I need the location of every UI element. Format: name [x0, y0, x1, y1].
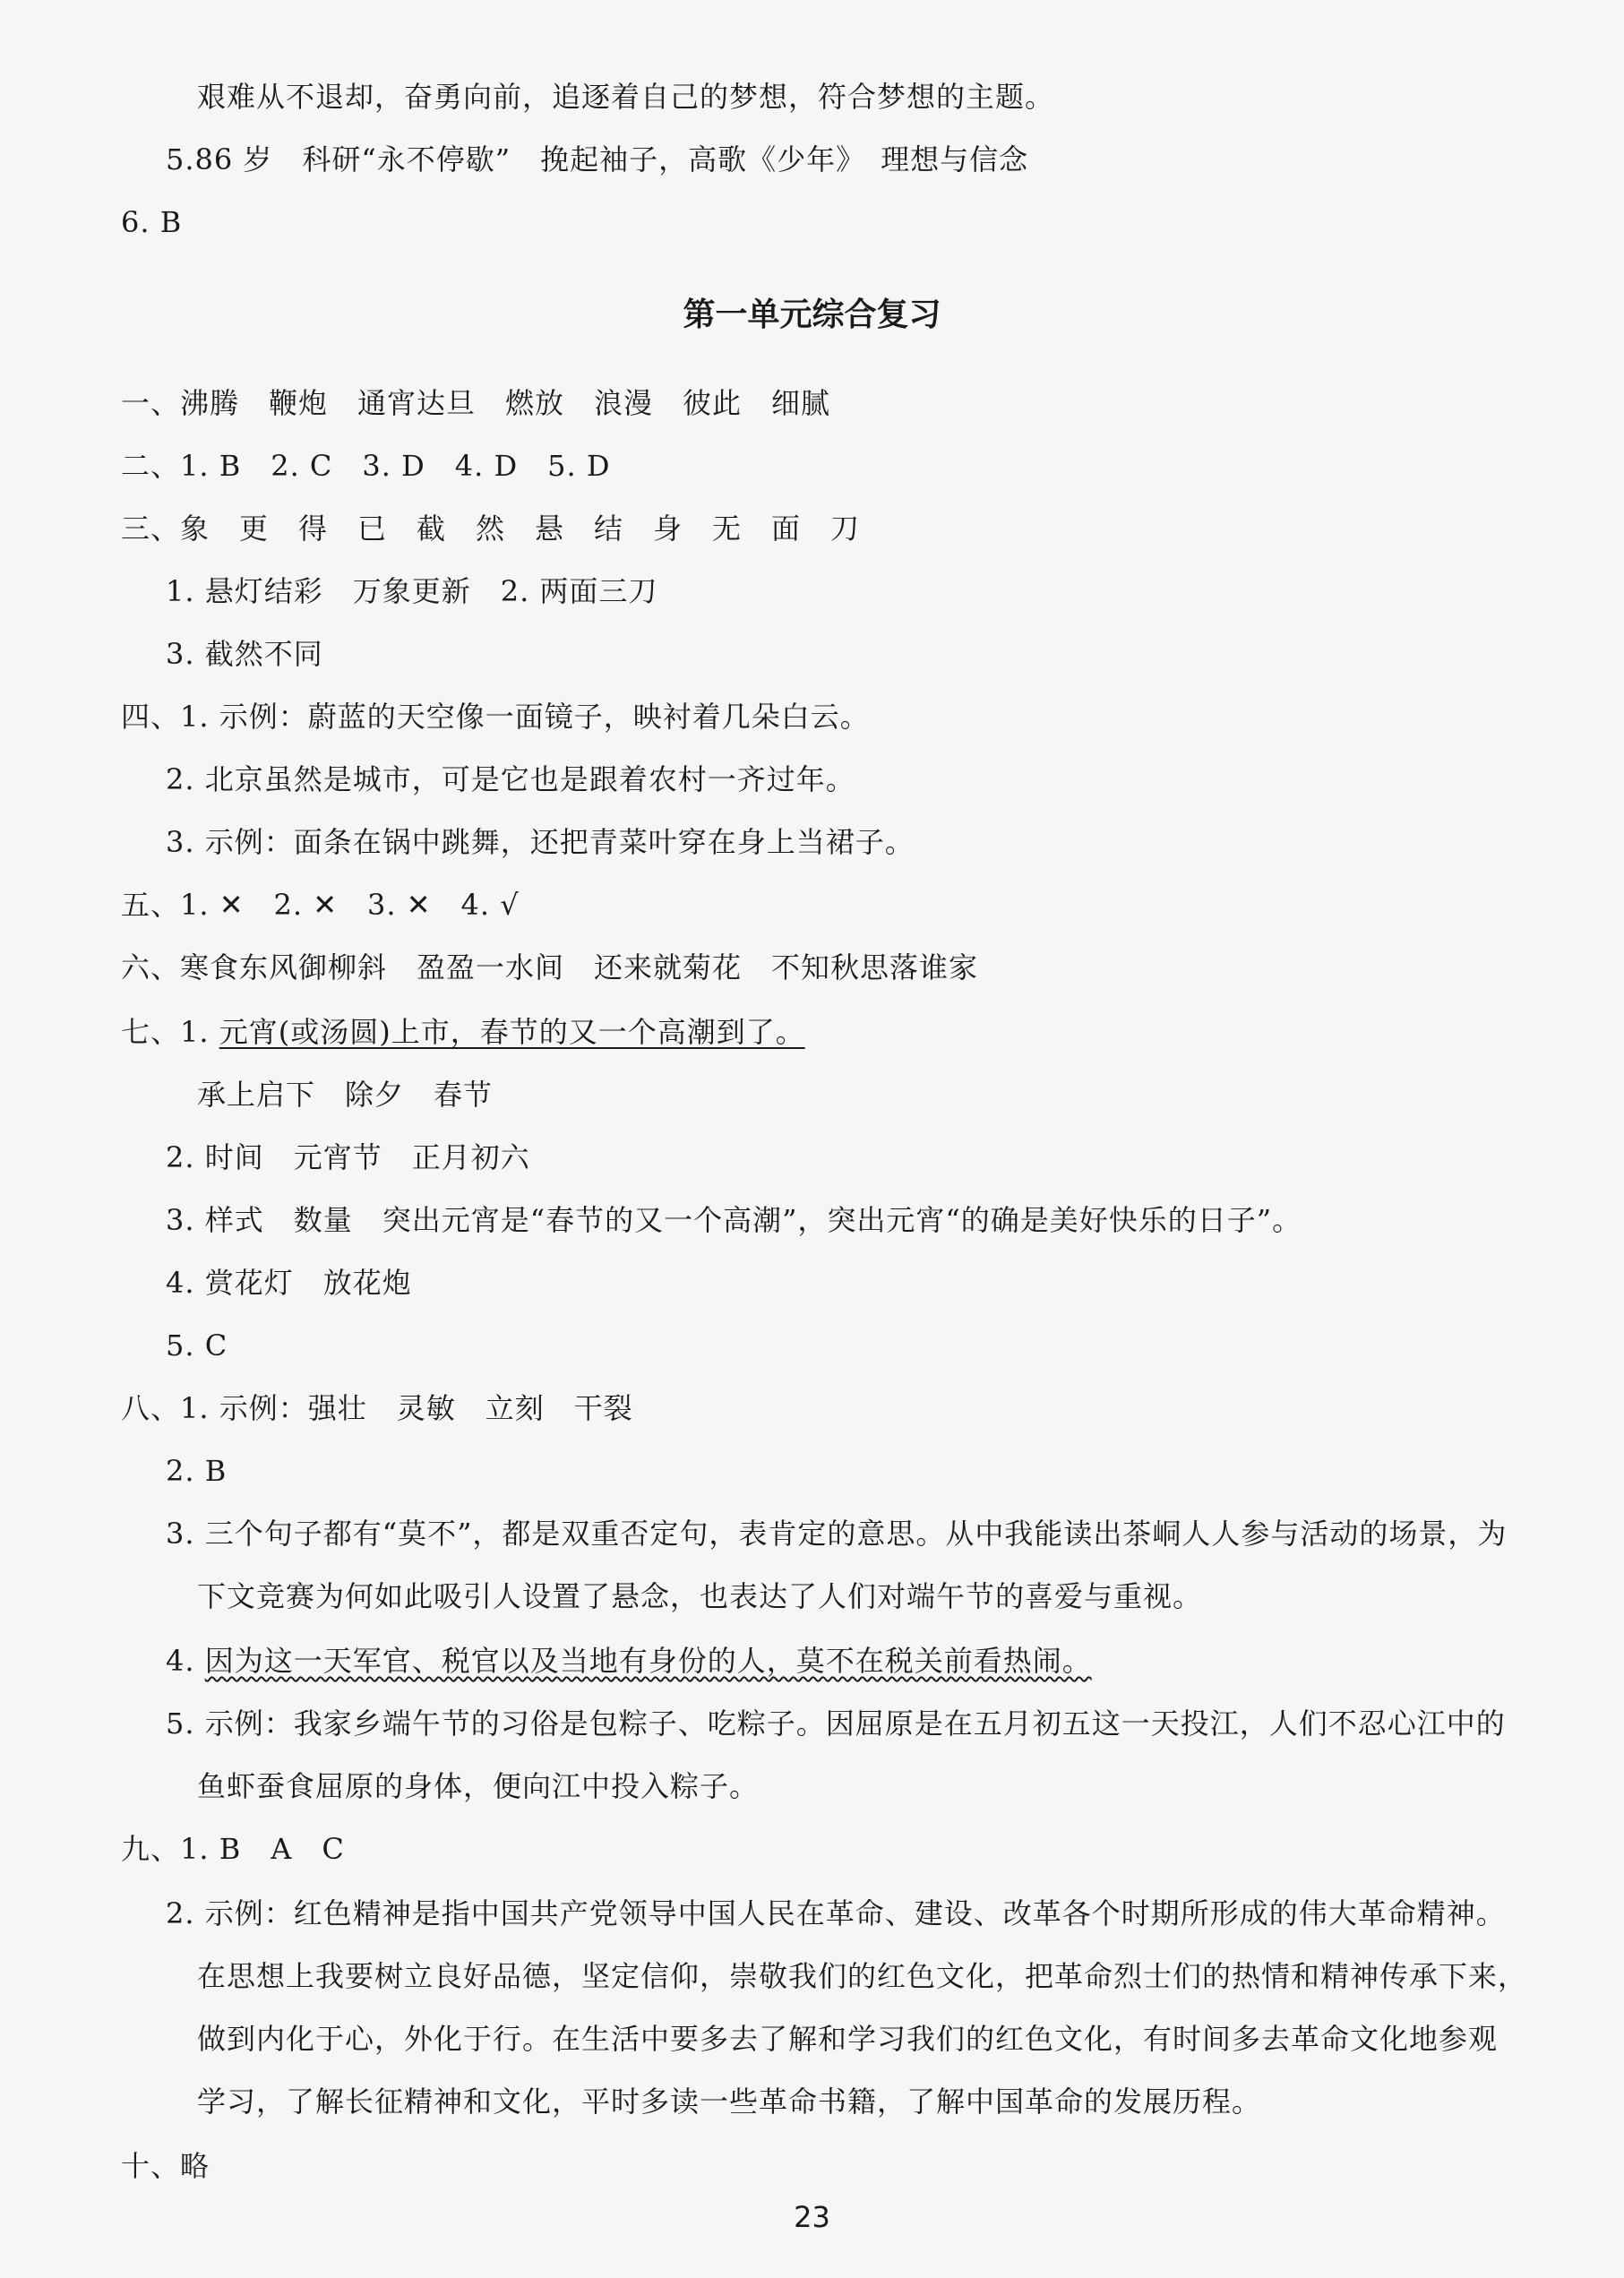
- answer-section-7-item-1: [121, 1014, 805, 1050]
- wavy-underlined-sentence: 因为这一天军官、税官以及当地有身份的人，莫不在税关前看热闹。: [204, 1644, 1092, 1678]
- answer-section-8-item-4: [166, 1643, 1092, 1679]
- underlined-sentence: 元宵(或汤圆)上市，春节的又一个高潮到了。: [219, 1015, 805, 1049]
- answer-section-6: 六、寒食东风御柳斜 盈盈一水间 还来就菊花 不知秋思落谁家: [121, 950, 979, 984]
- answer-section-4-item-2: 2. 北京虽然是城市，可是它也是跟着农村一齐过年。: [166, 762, 855, 796]
- answer-section-8-item-3-cont: 下文竞赛为何如此吸引人设置了悬念，也表达了人们对端午节的喜爱与重视。: [197, 1579, 1203, 1613]
- answer-section-2: 二、1. B 2. C 3. D 4. D 5. D: [121, 449, 611, 483]
- answer-section-3-item-3: 3. 截然不同: [166, 637, 323, 671]
- answer-section-7-item-4: 4. 赏花灯 放花炮: [166, 1266, 412, 1300]
- answer-section-9-item-2: 2. 示例：红色精神是指中国共产党领导中国人民在革命、建设、改革各个时期所形成的伟大革命精神。: [166, 1896, 1506, 1930]
- answer-section-7-item-1-detail: 承上启下 除夕 春节: [197, 1078, 494, 1112]
- answer-section-8-item-2: 2. B: [166, 1454, 228, 1488]
- answer-section-9-item-2-cont-2: 做到内化于心，外化于行。在生活中要多去了解和学习我们的红色文化，有时间多去革命文化地参观: [197, 2022, 1499, 2056]
- answer-item-6: 6. B: [121, 205, 183, 239]
- answer-section-3: 三、象 更 得 已 截 然 悬 结 身 无 面 刀: [121, 511, 861, 546]
- answer-section-7-item-5: 5. C: [166, 1328, 228, 1363]
- answer-section-8-item-5-cont: 鱼虾蚕食屈原的身体，便向江中投入粽子。: [197, 1769, 760, 1803]
- answer-item-5: 5.86 岁 科研“永不停歇” 挽起袖子，高歌《少年》 理想与信念: [166, 142, 1029, 176]
- answer-section-7-prefix: 七、1.: [121, 1015, 219, 1049]
- answer-section-4-item-1: 四、1. 示例：蔚蓝的天空像一面镜子，映衬着几朵白云。: [121, 700, 870, 734]
- answer-section-5: 五、1. ✕ 2. ✕ 3. ✕ 4. √: [121, 888, 520, 922]
- answer-section-9-item-2-cont-3: 学习，了解长征精神和文化，平时多读一些革命书籍，了解中国革命的发展历程。: [197, 2085, 1262, 2119]
- answer-section-7-item-3: 3. 样式 数量 突出元宵是“春节的又一个高潮”，突出元宵“的确是美好快乐的日子”。: [166, 1203, 1302, 1237]
- answer-section-4-item-3: 3. 示例：面条在锅中跳舞，还把青菜叶穿在身上当裙子。: [166, 825, 915, 859]
- answer-section-9-item-1: 九、1. B A C: [121, 1832, 345, 1866]
- answer-section-9-item-2-cont-1: 在思想上我要树立良好品德，坚定信仰，崇敬我们的红色文化，把革命烈士们的热情和精神传承下来，: [197, 1959, 1528, 1993]
- answer-section-8-item-5: 5. 示例：我家乡端午节的习俗是包粽子、吃粽子。因屈原是在五月初五这一天投江，人们不忍心江中的: [166, 1706, 1506, 1741]
- page-number: 23: [794, 2200, 830, 2234]
- answer-section-8-item-3: 3. 三个句子都有“莫不”，都是双重否定句，表肯定的意思。从中我能读出茶峒人人参与活动的场景，为: [166, 1517, 1508, 1551]
- answer-section-3-item-1: 1. 悬灯结彩 万象更新 2. 两面三刀: [166, 574, 658, 608]
- section-heading: 第一单元综合复习: [683, 297, 941, 333]
- answer-section-8-item-4-prefix: 4.: [166, 1644, 205, 1678]
- answer-section-10: 十、略: [121, 2149, 211, 2183]
- answer-section-7-item-2: 2. 时间 元宵节 正月初六: [166, 1140, 530, 1174]
- answer-section-1: 一、沸腾 鞭炮 通宵达旦 燃放 浪漫 彼此 细腻: [121, 386, 831, 420]
- answer-section-8-item-1: 八、1. 示例：强壮 灵敏 立刻 干裂: [121, 1391, 633, 1425]
- carryover-line: 艰难从不退却，奋勇向前，追逐着自己的梦想，符合梦想的主题。: [197, 80, 1055, 114]
